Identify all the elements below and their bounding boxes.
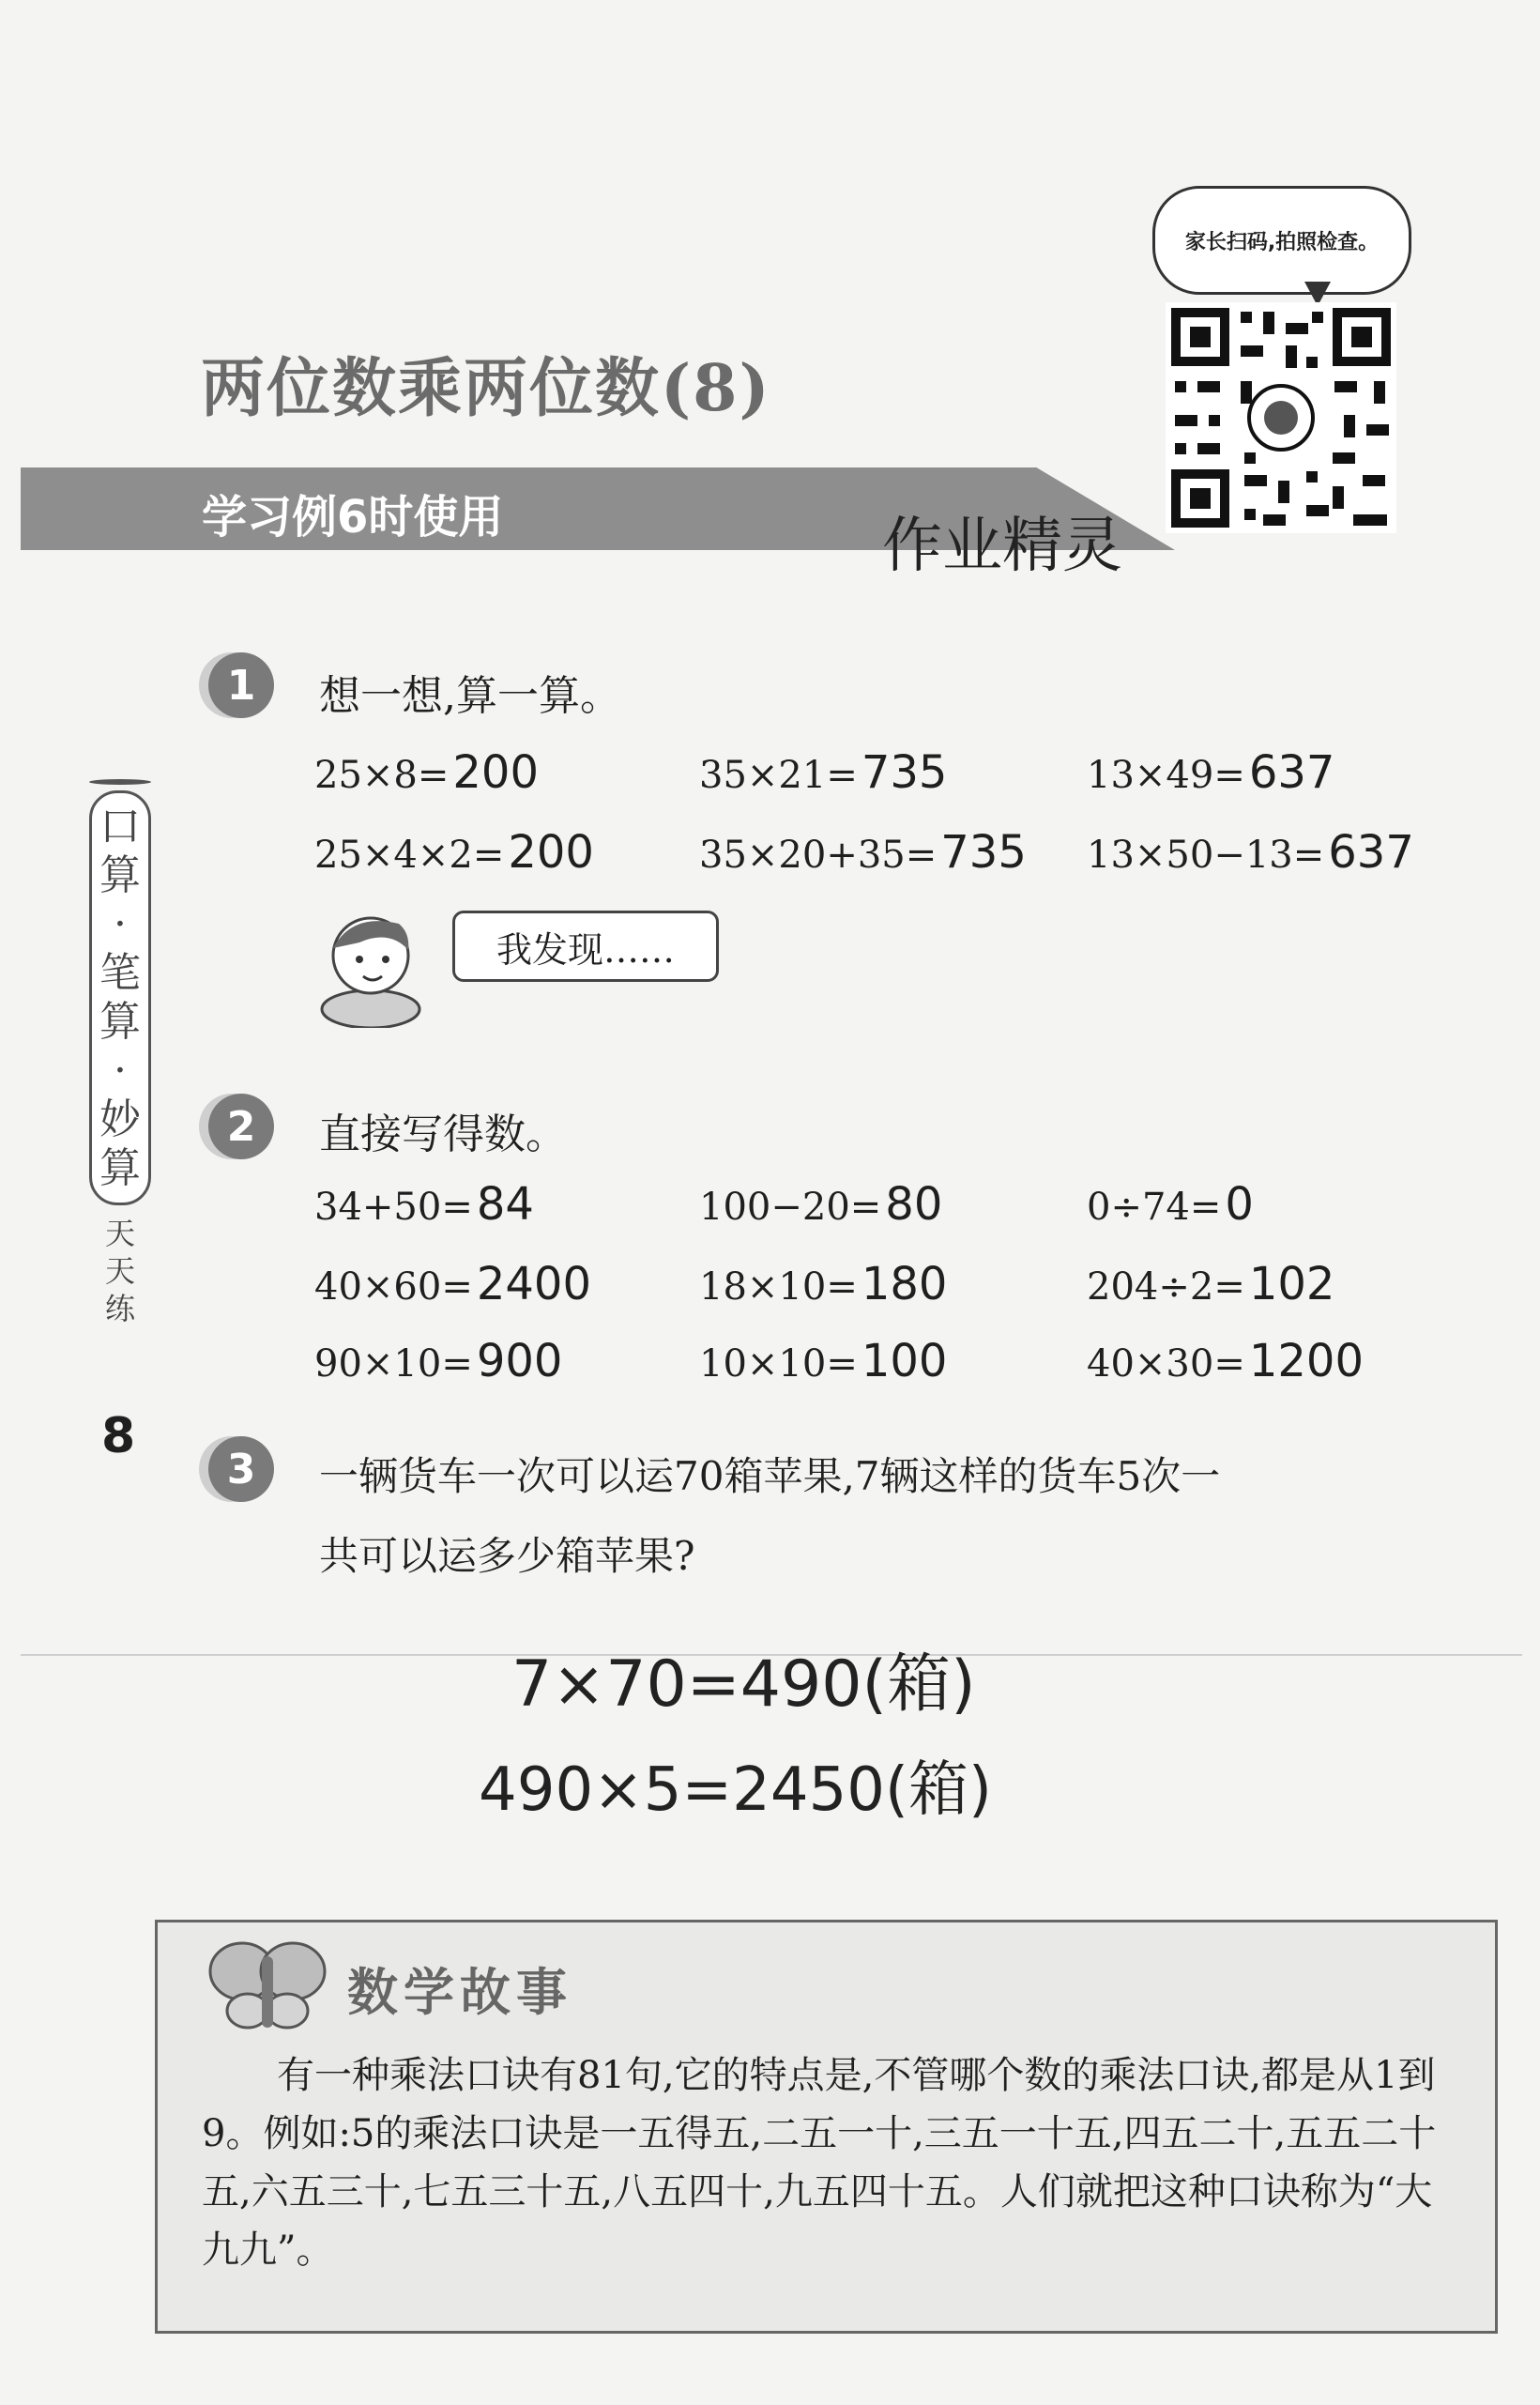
equation: 0÷74=0 (1087, 1178, 1254, 1231)
equation: 204÷2=102 (1087, 1258, 1335, 1310)
page-title: 两位数乘两位数(8) (201, 351, 771, 426)
equation: 25×4×2=200 (314, 826, 594, 879)
side-sub-char: 练 (104, 1291, 135, 1326)
question-text-line: 一辆货车一次可以运70箱苹果,7辆这样的货车5次一 (319, 1453, 1221, 1499)
side-char: 笔 (99, 949, 141, 997)
equation: 10×10=100 (699, 1335, 948, 1387)
equation: 18×10=180 (699, 1258, 948, 1310)
smiley-icon (89, 779, 151, 785)
handwritten-work: 490×5=2450(箱) (479, 1755, 992, 1825)
answer: 80 (885, 1178, 943, 1231)
answer: 102 (1248, 1258, 1335, 1310)
question-text-line: 共可以运多少箱苹果? (319, 1533, 695, 1579)
butterfly-icon (206, 1934, 328, 2037)
question-number: 1 (208, 652, 274, 718)
boy-illustration-icon (314, 901, 436, 1028)
equation: 25×8=200 (314, 746, 540, 799)
answer: 900 (476, 1335, 563, 1387)
answer: 735 (861, 746, 948, 799)
side-sub-char: 天 (104, 1253, 135, 1289)
answer: 0 (1225, 1178, 1254, 1231)
side-title (89, 790, 151, 1205)
side-char: 算 (99, 1144, 141, 1192)
side-char: 算 (99, 998, 141, 1046)
answer: 100 (861, 1335, 948, 1387)
equation: 90×10=900 (314, 1335, 563, 1387)
equation: 13×50−13=637 (1087, 826, 1414, 879)
answer: 2400 (476, 1258, 591, 1310)
qr-bubble: 家长扫码,拍照检查。 (1152, 186, 1411, 295)
side-char: · (114, 1047, 127, 1095)
side-char: · (114, 900, 127, 948)
qr-code-icon[interactable] (1166, 302, 1396, 533)
speech-bubble: 我发现…… (452, 911, 719, 982)
equation: 13×49=637 (1087, 746, 1335, 799)
answer: 180 (861, 1258, 948, 1310)
equation: 100−20=80 (699, 1178, 943, 1231)
equation: 35×20+35=735 (699, 826, 1027, 879)
side-sub-char: 天 (104, 1216, 135, 1251)
equation: 35×21=735 (699, 746, 948, 799)
answer: 200 (452, 746, 540, 799)
handwritten-work: 7×70=490(箱) (511, 1647, 976, 1722)
question-title: 想一想,算一算。 (319, 672, 621, 720)
answer: 637 (1328, 826, 1414, 879)
side-char: 妙 (99, 1095, 141, 1143)
equation: 34+50=84 (314, 1178, 534, 1231)
page-number: 8 (101, 1408, 136, 1464)
story-text: 有一种乘法口诀有81句,它的特点是,不管哪个数的乘法口诀,都是从1到9。例如:5的乘法口诀是一五得五,二五一十,三五一十五,四五二十,五五二十五,六五三十,七五三十五,八五四十,九五四十五。人们就把这种口诀称为“大九九”。 (202, 2054, 1437, 2272)
handwriting-mark: 作业精灵 (882, 512, 1122, 581)
story-title: 数学故事 (347, 1962, 572, 2022)
answer: 637 (1248, 746, 1335, 799)
equation: 40×30=1200 (1087, 1335, 1364, 1387)
answer: 1200 (1248, 1335, 1364, 1387)
banner-label: 学习例6时使用 (202, 491, 504, 544)
answer: 200 (508, 826, 594, 879)
answer: 735 (940, 826, 1027, 879)
question-title: 直接写得数。 (319, 1111, 567, 1158)
equation: 40×60=2400 (314, 1258, 591, 1310)
question-number: 3 (208, 1436, 274, 1502)
side-char: 口 (99, 803, 141, 850)
answer: 84 (476, 1178, 534, 1231)
question-number: 2 (208, 1094, 274, 1159)
side-decoration (86, 779, 154, 1326)
side-char: 算 (99, 851, 141, 899)
side-subtitle (105, 1215, 135, 1327)
